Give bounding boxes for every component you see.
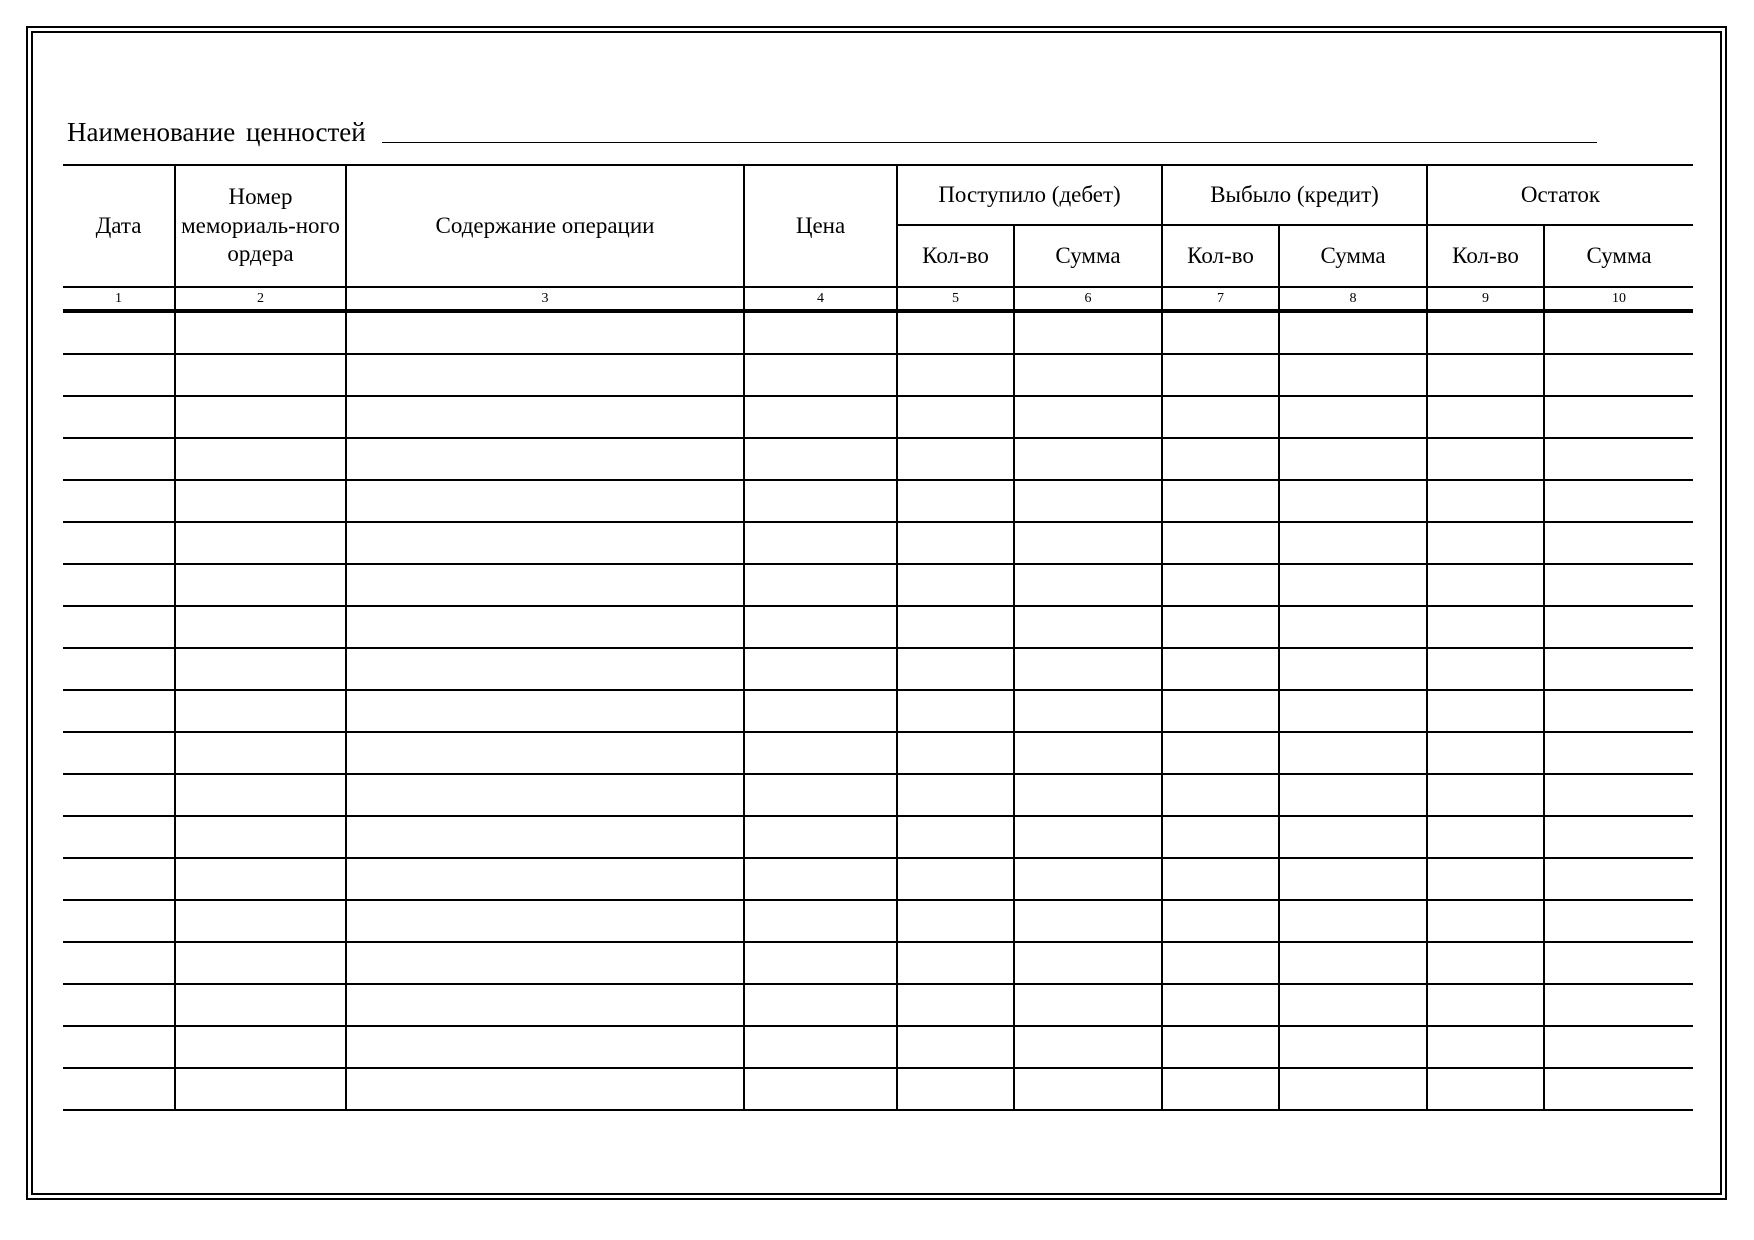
table-row (63, 858, 1693, 900)
table-cell[interactable] (63, 480, 175, 522)
table-cell[interactable] (175, 1068, 346, 1110)
table-cell[interactable] (744, 480, 897, 522)
table-cell[interactable] (1427, 606, 1544, 648)
table-cell[interactable] (346, 732, 744, 774)
table-cell[interactable] (1162, 564, 1279, 606)
table-cell[interactable] (63, 774, 175, 816)
table-cell[interactable] (1162, 690, 1279, 732)
table-row (63, 1026, 1693, 1068)
table-cell[interactable] (1279, 1068, 1427, 1110)
table-cell[interactable] (1279, 900, 1427, 942)
table-cell[interactable] (897, 438, 1014, 480)
table-cell[interactable] (175, 648, 346, 690)
ledger-body (63, 311, 1693, 1110)
table-row (63, 564, 1693, 606)
table-cell[interactable] (1279, 732, 1427, 774)
table-cell[interactable] (175, 774, 346, 816)
table-cell[interactable] (63, 564, 175, 606)
table-cell[interactable] (63, 690, 175, 732)
table-cell[interactable] (1427, 900, 1544, 942)
table-cell[interactable] (346, 984, 744, 1026)
column-group-debit: Поступило (дебет) (897, 165, 1162, 225)
table-cell[interactable] (1544, 690, 1693, 732)
table-cell[interactable] (63, 942, 175, 984)
table-cell[interactable] (175, 816, 346, 858)
table-cell[interactable] (175, 522, 346, 564)
table-cell[interactable] (897, 396, 1014, 438)
table-cell[interactable] (1279, 522, 1427, 564)
column-number: 9 (1427, 287, 1544, 311)
table-cell[interactable] (1427, 522, 1544, 564)
column-header-debit-qty: Кол-во (897, 225, 1014, 287)
table-cell[interactable] (346, 774, 744, 816)
table-cell[interactable] (346, 648, 744, 690)
table-cell[interactable] (1279, 984, 1427, 1026)
table-cell[interactable] (1162, 396, 1279, 438)
table-cell[interactable] (175, 354, 346, 396)
table-cell[interactable] (744, 816, 897, 858)
table-cell[interactable] (1279, 942, 1427, 984)
table-cell[interactable] (1427, 480, 1544, 522)
table-cell[interactable] (63, 1026, 175, 1068)
table-cell[interactable] (1279, 690, 1427, 732)
table-cell[interactable] (897, 564, 1014, 606)
table-row (63, 438, 1693, 480)
table-cell[interactable] (1162, 480, 1279, 522)
table-cell[interactable] (175, 900, 346, 942)
table-cell[interactable] (1427, 984, 1544, 1026)
table-cell[interactable] (1014, 648, 1162, 690)
table-cell[interactable] (1162, 774, 1279, 816)
column-number: 8 (1279, 287, 1427, 311)
table-row (63, 606, 1693, 648)
column-header-balance-qty: Кол-во (1427, 225, 1544, 287)
table-cell[interactable] (897, 606, 1014, 648)
table-cell[interactable] (744, 606, 897, 648)
column-header-debit-sum: Сумма (1014, 225, 1162, 287)
table-cell[interactable] (1427, 354, 1544, 396)
table-cell[interactable] (175, 438, 346, 480)
column-header-price: Цена (744, 165, 897, 287)
table-cell[interactable] (1544, 438, 1693, 480)
table-cell[interactable] (1544, 396, 1693, 438)
table-cell[interactable] (63, 648, 175, 690)
table-cell[interactable] (1427, 816, 1544, 858)
table-cell[interactable] (897, 354, 1014, 396)
table-cell[interactable] (63, 438, 175, 480)
table-cell[interactable] (346, 942, 744, 984)
table-cell[interactable] (744, 732, 897, 774)
table-cell[interactable] (346, 1026, 744, 1068)
table-cell[interactable] (1279, 480, 1427, 522)
table-cell[interactable] (346, 900, 744, 942)
column-number: 3 (346, 287, 744, 311)
table-cell[interactable] (1279, 1026, 1427, 1068)
table-cell[interactable] (63, 522, 175, 564)
table-cell[interactable] (63, 732, 175, 774)
table-cell[interactable] (897, 858, 1014, 900)
table-cell[interactable] (1544, 732, 1693, 774)
table-cell[interactable] (744, 311, 897, 354)
table-row (63, 690, 1693, 732)
table-cell[interactable] (1427, 942, 1544, 984)
table-cell[interactable] (1162, 816, 1279, 858)
table-cell[interactable] (1427, 732, 1544, 774)
table-cell[interactable] (1279, 438, 1427, 480)
table-cell[interactable] (63, 311, 175, 354)
table-cell[interactable] (744, 522, 897, 564)
table-cell[interactable] (1544, 858, 1693, 900)
table-cell[interactable] (175, 984, 346, 1026)
table-cell[interactable] (1014, 311, 1162, 354)
table-cell[interactable] (63, 900, 175, 942)
column-header-date: Дата (63, 165, 175, 287)
table-row (63, 984, 1693, 1026)
table-cell[interactable] (1544, 354, 1693, 396)
table-cell[interactable] (1014, 984, 1162, 1026)
table-cell[interactable] (744, 648, 897, 690)
table-cell[interactable] (1427, 1026, 1544, 1068)
table-cell[interactable] (897, 480, 1014, 522)
table-cell[interactable] (1544, 648, 1693, 690)
column-number: 5 (897, 287, 1014, 311)
table-row (63, 396, 1693, 438)
table-cell[interactable] (1544, 774, 1693, 816)
table-cell[interactable] (1014, 1068, 1162, 1110)
table-cell[interactable] (897, 311, 1014, 354)
column-group-balance: Остаток (1427, 165, 1693, 225)
table-cell[interactable] (1014, 690, 1162, 732)
table-cell[interactable] (1014, 480, 1162, 522)
table-cell[interactable] (346, 438, 744, 480)
column-header-credit-qty: Кол-во (1162, 225, 1279, 287)
table-cell[interactable] (1014, 522, 1162, 564)
table-cell[interactable] (1427, 774, 1544, 816)
table-cell[interactable] (175, 1026, 346, 1068)
table-cell[interactable] (346, 816, 744, 858)
table-row (63, 522, 1693, 564)
table-cell[interactable] (1279, 396, 1427, 438)
table-row (63, 732, 1693, 774)
table-cell[interactable] (1279, 774, 1427, 816)
table-cell[interactable] (744, 1068, 897, 1110)
table-row (63, 1068, 1693, 1110)
table-cell[interactable] (1427, 858, 1544, 900)
table-cell[interactable] (1162, 858, 1279, 900)
table-cell[interactable] (744, 1026, 897, 1068)
table-cell[interactable] (1544, 942, 1693, 984)
table-cell[interactable] (897, 1068, 1014, 1110)
table-cell[interactable] (346, 480, 744, 522)
table-cell[interactable] (897, 648, 1014, 690)
table-cell[interactable] (744, 900, 897, 942)
table-cell[interactable] (1014, 816, 1162, 858)
table-cell[interactable] (63, 354, 175, 396)
table-cell[interactable] (175, 858, 346, 900)
table-cell[interactable] (744, 858, 897, 900)
column-number-row (63, 287, 1693, 311)
table-cell[interactable] (1162, 1068, 1279, 1110)
column-group-credit: Выбыло (кредит) (1162, 165, 1427, 225)
table-cell[interactable] (897, 732, 1014, 774)
table-cell[interactable] (175, 564, 346, 606)
table-cell[interactable] (175, 480, 346, 522)
table-cell[interactable] (1279, 564, 1427, 606)
table-cell[interactable] (63, 858, 175, 900)
table-row (63, 354, 1693, 396)
table-cell[interactable] (744, 690, 897, 732)
table-cell[interactable] (1544, 900, 1693, 942)
column-number: 7 (1162, 287, 1279, 311)
table-row (63, 900, 1693, 942)
table-cell[interactable] (897, 690, 1014, 732)
table-cell[interactable] (1279, 858, 1427, 900)
table-cell[interactable] (63, 1068, 175, 1110)
table-cell[interactable] (1544, 984, 1693, 1026)
table-row (63, 816, 1693, 858)
title-label: Наименование ценностей (67, 117, 366, 147)
table-cell[interactable] (1162, 522, 1279, 564)
column-header-balance-sum: Сумма (1544, 225, 1693, 287)
table-cell[interactable] (175, 732, 346, 774)
table-cell[interactable] (1162, 732, 1279, 774)
table-cell[interactable] (1162, 900, 1279, 942)
table-cell[interactable] (1279, 354, 1427, 396)
table-cell[interactable] (1014, 942, 1162, 984)
table-cell[interactable] (1014, 1026, 1162, 1068)
table-cell[interactable] (1162, 984, 1279, 1026)
table-cell[interactable] (175, 606, 346, 648)
table-cell[interactable] (897, 900, 1014, 942)
column-number: 4 (744, 287, 897, 311)
table-cell[interactable] (63, 606, 175, 648)
table-cell[interactable] (346, 311, 744, 354)
table-cell[interactable] (1427, 564, 1544, 606)
table-cell[interactable] (1014, 354, 1162, 396)
table-cell[interactable] (744, 438, 897, 480)
table-cell[interactable] (744, 942, 897, 984)
table-cell[interactable] (1427, 690, 1544, 732)
table-row (63, 311, 1693, 354)
table-cell[interactable] (346, 690, 744, 732)
table-cell[interactable] (1427, 311, 1544, 354)
table-cell[interactable] (1427, 396, 1544, 438)
table-row (63, 648, 1693, 690)
column-header-operation: Содержание операции (346, 165, 744, 287)
table-cell[interactable] (175, 396, 346, 438)
table-cell[interactable] (1427, 438, 1544, 480)
column-number: 6 (1014, 287, 1162, 311)
column-header-order-number: Номер мемориаль-ного ордера (175, 165, 346, 287)
table-cell[interactable] (1544, 311, 1693, 354)
table-cell[interactable] (346, 606, 744, 648)
table-cell[interactable] (1544, 1026, 1693, 1068)
table-cell[interactable] (346, 1068, 744, 1110)
table-cell[interactable] (1162, 438, 1279, 480)
table-cell[interactable] (1544, 606, 1693, 648)
table-cell[interactable] (1014, 774, 1162, 816)
table-cell[interactable] (744, 774, 897, 816)
column-header-credit-sum: Сумма (1279, 225, 1427, 287)
table-cell[interactable] (897, 774, 1014, 816)
ledger-table (63, 164, 1693, 1111)
table-cell[interactable] (1014, 396, 1162, 438)
table-cell[interactable] (1544, 816, 1693, 858)
table-row (63, 774, 1693, 816)
table-cell[interactable] (1427, 648, 1544, 690)
title-row (67, 110, 1627, 146)
table-cell[interactable] (744, 984, 897, 1026)
table-cell[interactable] (1162, 942, 1279, 984)
table-cell[interactable] (1544, 564, 1693, 606)
column-number: 1 (63, 287, 175, 311)
table-cell[interactable] (1162, 311, 1279, 354)
table-cell[interactable] (346, 522, 744, 564)
table-cell[interactable] (1014, 858, 1162, 900)
table-cell[interactable] (63, 984, 175, 1026)
table-cell[interactable] (897, 522, 1014, 564)
table-cell[interactable] (1162, 354, 1279, 396)
table-cell[interactable] (1162, 1026, 1279, 1068)
table-cell[interactable] (1279, 606, 1427, 648)
column-number: 2 (175, 287, 346, 311)
table-cell[interactable] (1544, 1068, 1693, 1110)
table-cell[interactable] (1162, 606, 1279, 648)
table-cell[interactable] (175, 942, 346, 984)
table-cell[interactable] (1279, 311, 1427, 354)
table-cell[interactable] (1014, 438, 1162, 480)
table-cell[interactable] (63, 396, 175, 438)
table-cell[interactable] (1014, 564, 1162, 606)
table-cell[interactable] (1279, 648, 1427, 690)
table-cell[interactable] (744, 354, 897, 396)
table-cell[interactable] (346, 396, 744, 438)
table-cell[interactable] (1544, 522, 1693, 564)
table-cell[interactable] (744, 564, 897, 606)
table-cell[interactable] (897, 1026, 1014, 1068)
table-row (63, 942, 1693, 984)
table-cell[interactable] (1014, 606, 1162, 648)
table-cell[interactable] (175, 311, 346, 354)
table-cell[interactable] (744, 396, 897, 438)
table-cell[interactable] (1544, 480, 1693, 522)
table-cell[interactable] (1162, 648, 1279, 690)
table-cell[interactable] (897, 984, 1014, 1026)
table-cell[interactable] (1014, 732, 1162, 774)
title-fill-line[interactable] (382, 141, 1597, 143)
table-cell[interactable] (175, 690, 346, 732)
table-cell[interactable] (1279, 816, 1427, 858)
column-number: 10 (1544, 287, 1693, 311)
table-cell[interactable] (897, 816, 1014, 858)
table-cell[interactable] (346, 354, 744, 396)
table-cell[interactable] (346, 858, 744, 900)
table-cell[interactable] (346, 564, 744, 606)
table-row (63, 480, 1693, 522)
table-cell[interactable] (63, 816, 175, 858)
table-cell[interactable] (1014, 900, 1162, 942)
table-cell[interactable] (1427, 1068, 1544, 1110)
table-cell[interactable] (897, 942, 1014, 984)
